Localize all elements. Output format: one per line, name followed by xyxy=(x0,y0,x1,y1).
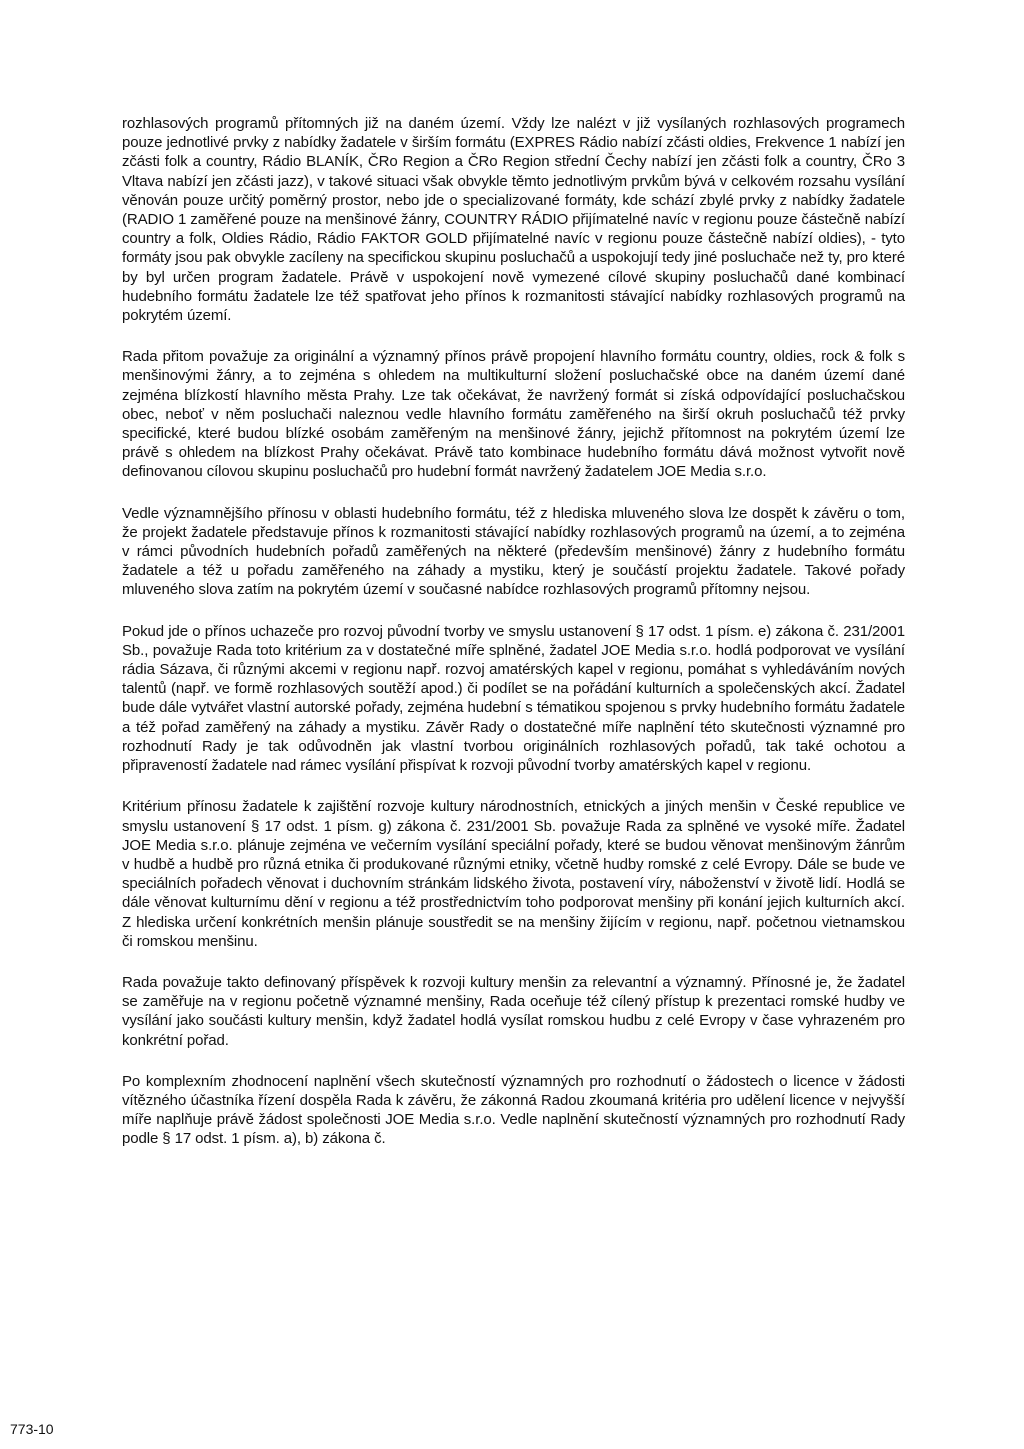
paragraph-spoken-word: Vedle významnějšího přínosu v oblasti hudebního formátu, též z hlediska mluveného slova lze dospět k závěru o tom, že projekt žadatele představuje přínos k rozmanitosti stávající nabídky rozhlasových programů na území, a to zejména v rámci původních hudebních pořadů zaměřených na některé (především menšinové) žánry z hudebního formátu žadatele a též u pořadu zaměřeného na záhady a mystiku, který je součástí projektu žadatele. Takové pořady mluveného slova zatím na pokrytém území v současné nabídce rozhlasových programů přítomny nejsou. xyxy=(122,504,905,599)
paragraph-formats-comparison: rozhlasových programů přítomných již na daném území. Vždy lze nalézt v již vysílaných rozhlasových programech pouze jednotlivé prvky z nabídky žadatele v širším formátu (EXPRES Rádio nabízí zčásti oldies, Frekvence 1 nabízí jen zčásti folk a country, Rádio BLANÍK, ČRo Region a ČRo Region střední Čechy nabízí jen zčásti folk a country, ČRo 3 Vltava nabízí jen zčásti jazz), v takové situaci však obvykle těmto jednotlivým prvkům bývá v celkovém rozsahu vysílání věnován pouze určitý poměrný prostor, nebo jde o specializované formáty, kde schází zbylé prvky z nabídky žadatele (RADIO 1 zaměřené pouze na menšinové žánry, COUNTRY RÁDIO přijímatelné navíc v regionu pouze částečně nabízí country a folk, Oldies Rádio, Rádio FAKTOR GOLD přijímatelné navíc v regionu pouze částečně nabízí oldies), - tyto formáty jsou pak obvykle zacíleny na specifickou skupinu posluchačů a uspokojují tedy jiné posluchače než ty, pro které by byl určen program žadatele. Právě v uspokojení nově vymezené cílové skupiny posluchačů dané kombinací hudebního formátu žadatele lze též spatřovat jeho přínos k rozmanitosti stávající nabídky rozhlasových programů na pokrytém území. xyxy=(122,115,905,325)
document-body xyxy=(122,114,905,1171)
paragraph-original-production: Pokud jde o přínos uchazeče pro rozvoj původní tvorby ve smyslu ustanovení § 17 odst. 1 písm. e) zákona č. 231/2001 Sb., považuje Rada toto kritérium za v dostatečné míře splněné, žadatel JOE Media s.r.o. hodlá podporovat ve vysílání rádia Sázava, či různými akcemi v regionu např. rozvoj amatérských kapel v regionu, pomáhat s vyhledáváním nových talentů (např. ve formě rozhlasových soutěží apod.) či podílet se na pořádání kulturních a společenských akcí. Žadatel bude dále vytvářet vlastní autorské pořady, zejména hudební s tématikou spojenou s prvky hudebního formátu žadatele a též pořad zaměřený na záhady a mystiku. Závěr Rady o dostatečné míře naplnění této skutečnosti významné pro rozhodnutí Rady je tak odůvodněn jak vlastní tvorbou originálních rozhlasových pořadů, tak také ochotou a připraveností žadatele nad rámec vysílání přispívat k rozvoji původní tvorby amatérských kapel v regionu. xyxy=(122,622,905,775)
paragraph-minorities-criterion: Kritérium přínosu žadatele k zajištění rozvoje kultury národnostních, etnických a jiných menšin v České republice ve smyslu ustanovení § 17 odst. 1 písm. g) zákona č. 231/2001 Sb. považuje Rada za splněné ve vysoké míře. Žadatel JOE Media s.r.o. plánuje zejména ve večerním vysílání speciální pořady, které se budou věnovat menšinovým žánrům v hudbě a hudbě pro různá etnika či produkované různými etniky, včetně hudby romské z celé Evropy. Dále se bude ve speciálních pořadech věnovat i duchovním stránkám lidského života, postavení víry, náboženství v životě lidí. Hodlá se dále věnovat kulturnímu dění v regionu a též prostřednictvím toho podporovat menšiny při konání jejich kulturních akcí. Z hlediska určení konkrétních menšin plánuje soustředit se na menšiny žijícím v regionu, např. početnou vietnamskou či romskou menšinu. xyxy=(122,798,905,950)
paragraph-original-contribution: Rada přitom považuje za originální a významný přínos právě propojení hlavního formátu country, oldies, rock & folk s menšinovými žánry, a to zejména s ohledem na multikulturní složení posluchačské obce na daném území dané zejména blízkostí hlavního města Prahy. Lze tak očekávat, že navržený formát si získá odpovídající posluchačskou obec, neboť v něm posluchači naleznou vedle hlavního formátu zaměřeného na širší okruh posluchačů též prvky specifické, které budou blízké osobám zaměřeným na menšinové žánry, jejichž přítomnost na pokrytém území lze právě s ohledem na blízkost Prahy očekávat. Právě tato kombinace hudebního formátu dává možnost vytvořit nově definovanou cílovou skupinu posluchačů pro hudební formát navržený žadatelem JOE Media s.r.o. xyxy=(122,348,905,481)
paragraph-overall-assessment: Po komplexním zhodnocení naplnění všech skutečností významných pro rozhodnutí o žádostech o licence v žádosti vítězného účastníka řízení dospěla Rada k závěru, že zákonná Radou zkoumaná kritéria pro udělení licence v nejvyšší míře naplňuje právě žádost společnosti JOE Media s.r.o. Vedle naplnění skutečností významných pro rozhodnutí Rady podle § 17 odst. 1 písm. a), b) zákona č. xyxy=(122,1072,905,1148)
document-reference-code: 773-10 xyxy=(10,1421,54,1437)
paragraph-minorities-evaluation: Rada považuje takto definovaný příspěvek k rozvoji kultury menšin za relevantní a významný. Přínosné je, že žadatel se zaměřuje na v regionu početně významné menšiny, Rada oceňuje též cílený přístup k prezentaci romské hudby ve vysílání jako součásti kultury menšin, když žadatel hodlá vysílat romskou hudbu z celé Evropy v čase vyhrazeném pro konkrétní pořad. xyxy=(122,973,905,1049)
